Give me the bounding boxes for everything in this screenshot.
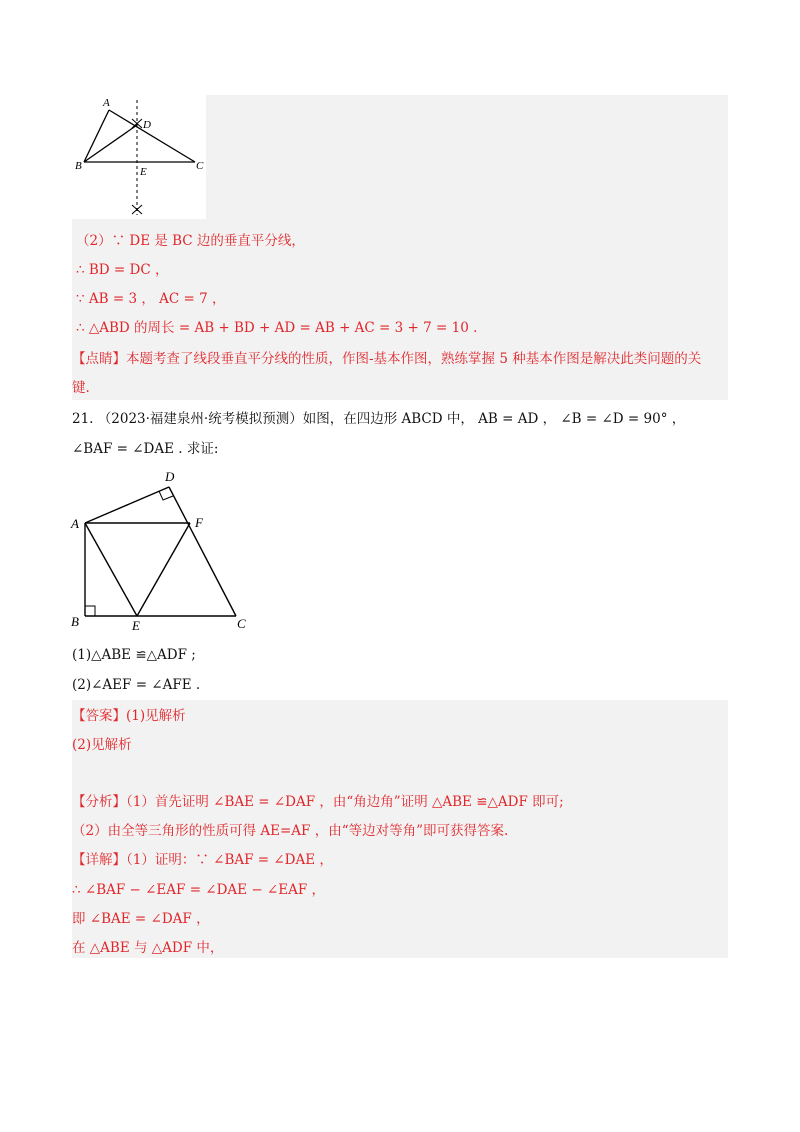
analysis-line-1: 【分析】（1）首先证明 ∠BAE = ∠DAF ，由“角边角”证明 △ABE ≌△ADF 即可;: [72, 794, 564, 810]
question-21-part-2: (2)∠AEF = ∠AFE .: [72, 677, 201, 693]
label-f: F: [195, 515, 203, 530]
solution-line-3: ∵ AB = 3 ， AC = 7 ，: [76, 291, 226, 307]
detail-line-3: 即 ∠BAE = ∠DAF ，: [72, 911, 210, 927]
segment-ad: [85, 487, 169, 523]
dianjing-line-1: 【点睛】本题考查了线段垂直平分线的性质，作图-基本作图，熟练掌握 5 种基本作图是解决此类问题的关: [72, 351, 702, 367]
detail-line-1: 【详解】（1）证明：∵ ∠BAF = ∠DAE ，: [72, 852, 333, 868]
label-e: E: [132, 618, 140, 633]
right-angle-d: [159, 491, 173, 500]
label-a: A: [103, 97, 110, 109]
segment-ab: [84, 110, 109, 162]
label-d: D: [165, 469, 175, 484]
segment-bd: [84, 125, 137, 162]
solution-line-2: ∴ BD = DC ，: [76, 262, 169, 278]
label-b: B: [75, 160, 82, 172]
label-c: C: [196, 160, 204, 172]
figure-2-svg: [66, 466, 256, 636]
solution-line-4: ∴ △ABD 的周长 = AB + BD + AD = AB + AC = 3 + 7 = 10 .: [76, 320, 478, 336]
detail-line-2: ∴ ∠BAF − ∠EAF = ∠DAE − ∠EAF ，: [72, 882, 326, 898]
label-b: B: [71, 614, 79, 629]
label-a: A: [71, 516, 79, 531]
solution-line-1: （2）∵ DE 是 BC 边的垂直平分线，: [76, 233, 305, 249]
answer-line-1: 【答案】(1)见解析: [72, 708, 186, 724]
analysis-line-2: （2）由全等三角形的性质可得 AE=AF ，由“等边对等角”即可获得答案.: [72, 823, 509, 839]
label-c: C: [237, 616, 246, 631]
question-21-stem-line-1: 21. （2023·福建泉州·统考模拟预测）如图，在四边形 ABCD 中， AB = AD ， ∠B = ∠D = 90° ，: [72, 411, 686, 427]
answer-line-2: (2)见解析: [72, 737, 132, 753]
segment-dc: [169, 487, 236, 616]
figure-1: [72, 95, 206, 219]
question-21-stem-line-2: ∠BAF = ∠DAE . 求证:: [72, 441, 219, 457]
dianjing-line-2: 键.: [72, 380, 90, 396]
segment-ef: [137, 523, 190, 616]
right-angle-b: [85, 606, 95, 616]
label-d: D: [143, 119, 151, 131]
figure-1-svg: [72, 95, 206, 219]
question-21-part-1: (1)△ABE ≌△ADF ;: [72, 647, 196, 663]
detail-line-4: 在 △ABE 与 △ADF 中，: [72, 940, 224, 956]
label-e: E: [140, 166, 147, 178]
segment-ae: [85, 523, 137, 616]
figure-2: [66, 466, 256, 636]
